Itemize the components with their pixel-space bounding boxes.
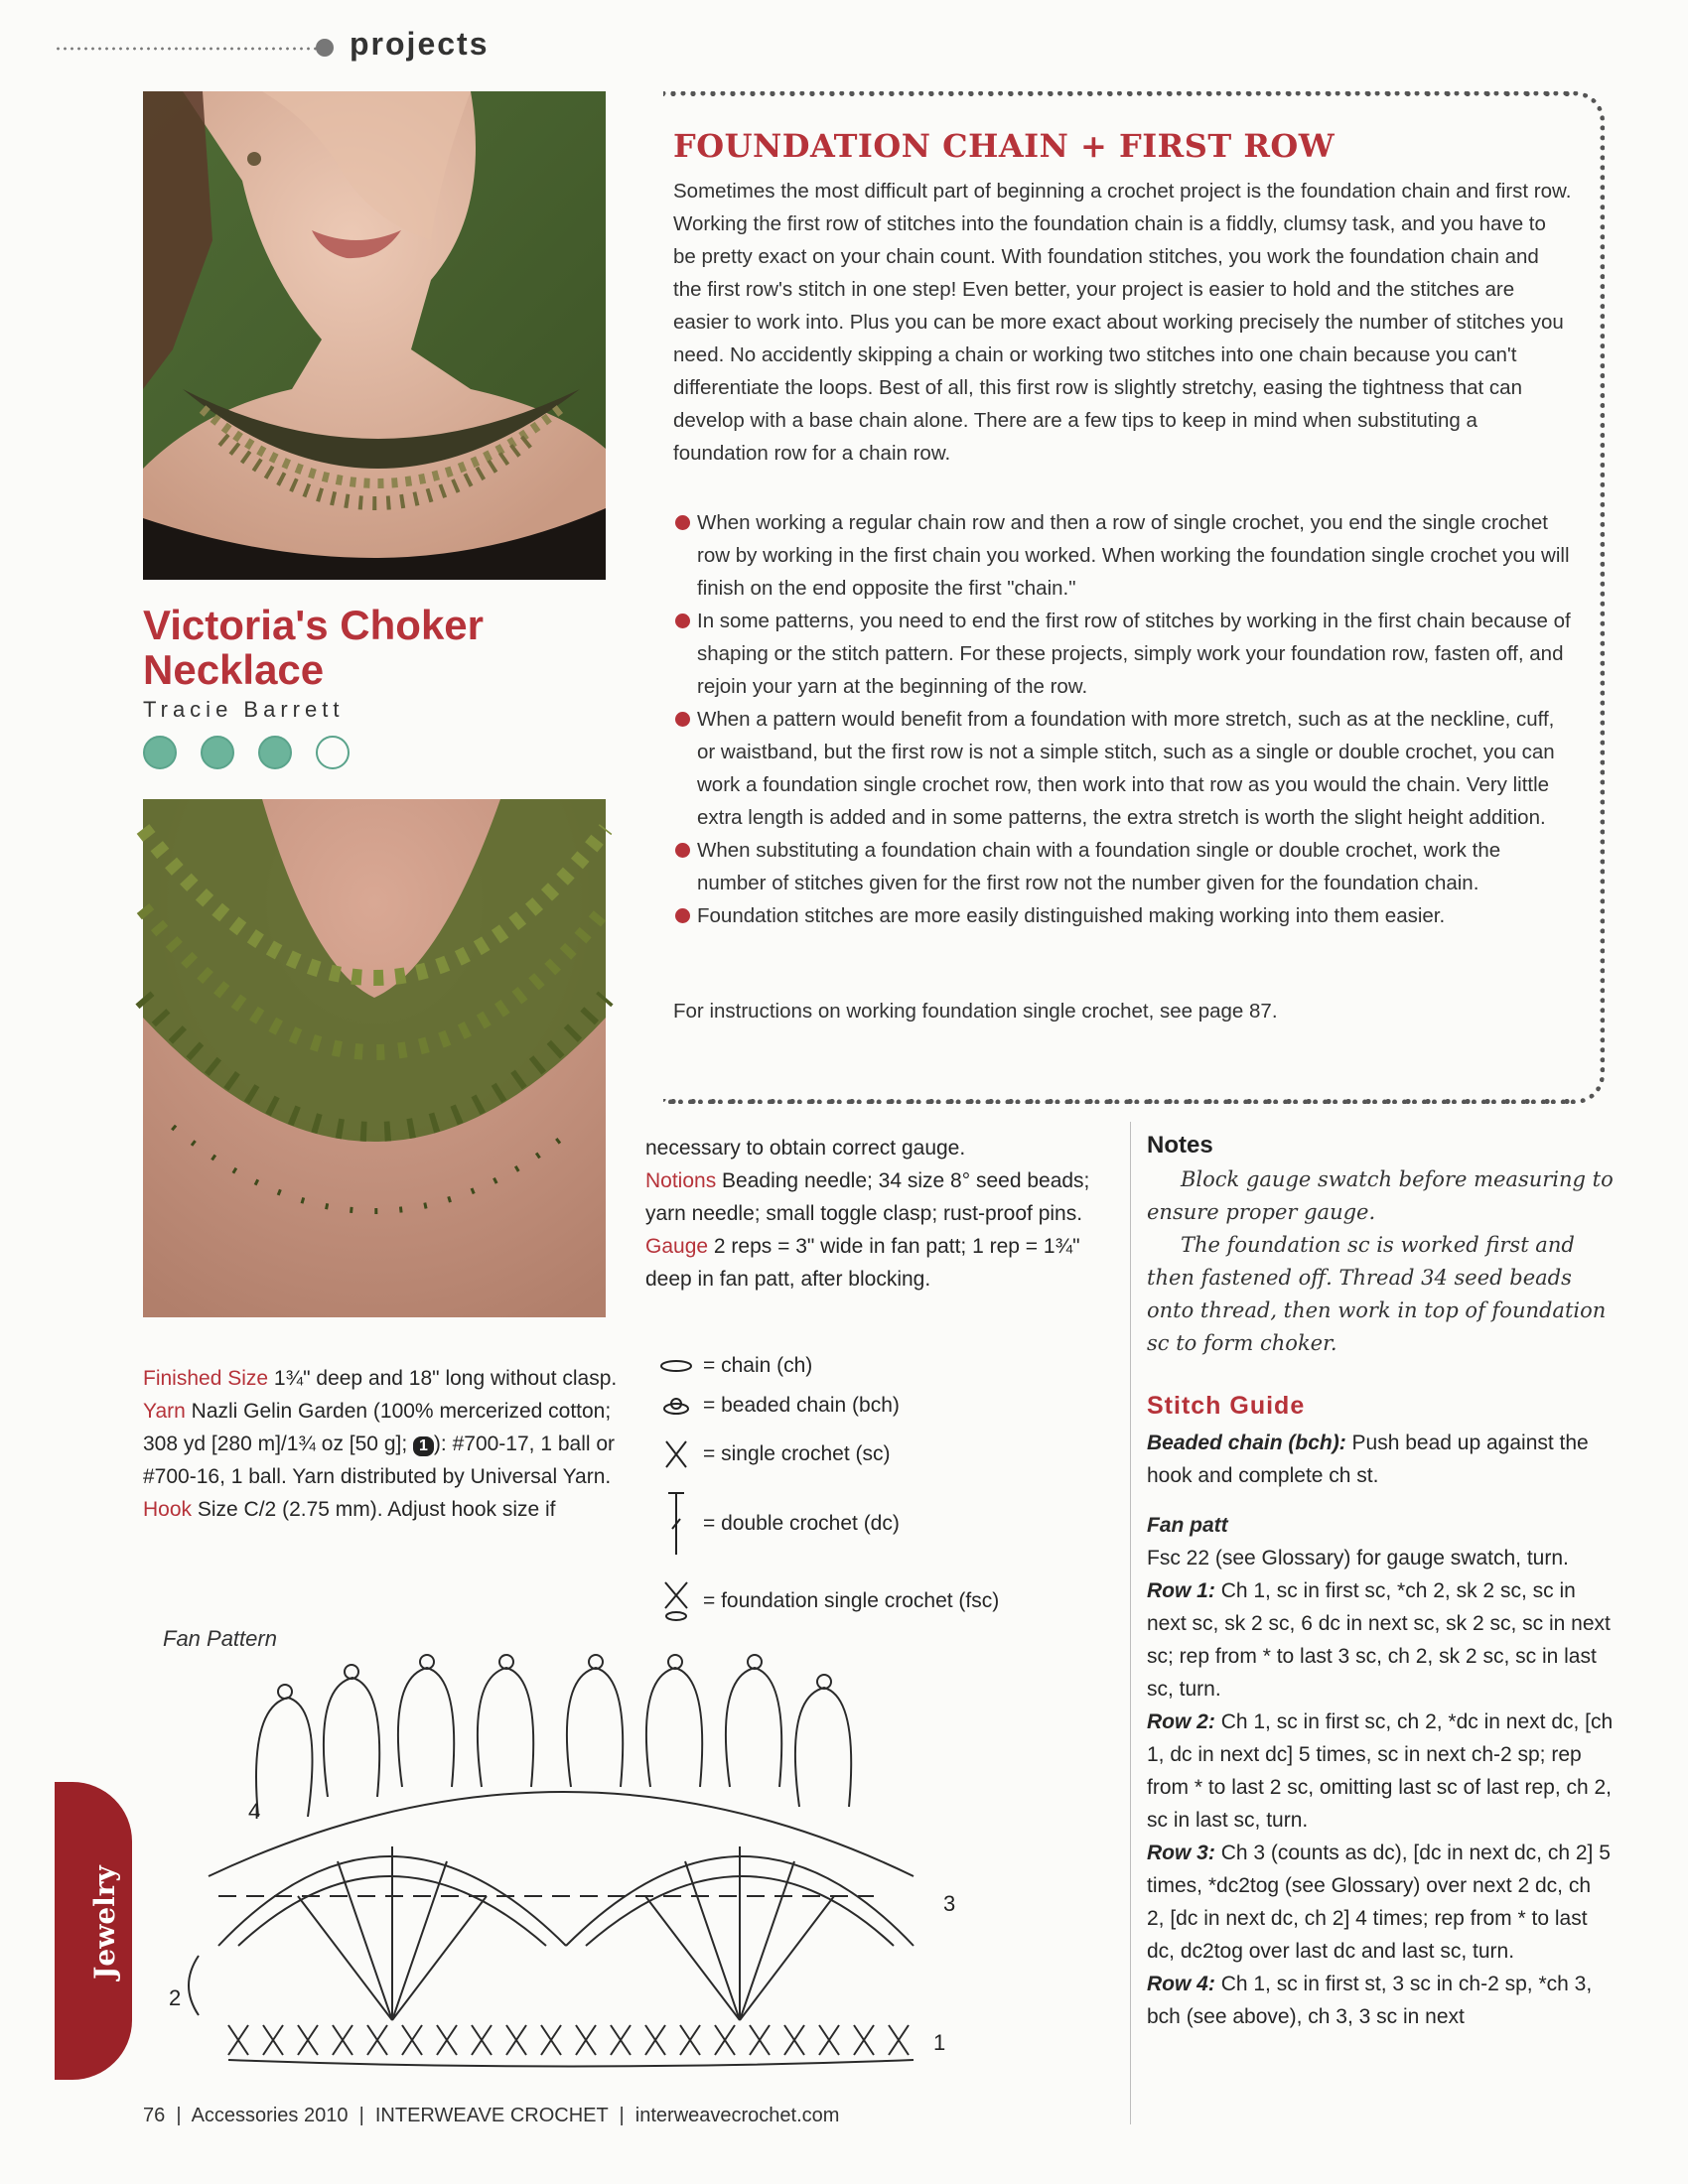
finished-size-value: 1¾" deep and 18" long without clasp. — [273, 1367, 618, 1390]
legend-text: = beaded chain (bch) — [703, 1394, 900, 1417]
hook-value: Size C/2 (2.75 mm). Adjust hook size if — [197, 1498, 556, 1521]
beaded-chain-icon — [655, 1396, 697, 1416]
fan-pattern-chart — [169, 1648, 1053, 2075]
bullet-icon — [675, 515, 690, 530]
bullet-text: When working a regular chain row and then a row of single crochet, you end the single crochet row by working in the first chain you worked. When working the foundation single crochet you will finish on the end opposite the first "chain." — [697, 511, 1570, 600]
row-3-instructions — [1147, 1837, 1614, 1968]
sidebar-intro: Sometimes the most difficult part of beginning a crochet project is the foundation chain and first row. Working the first row of stitches into the foundation chain is a fiddly, clumsy task, and you have to be pretty exact on your chain count. With foundation stitches, you work the foundation chain and the first row's stitch in one step! Even better, your project is easier to hold and the stitches are easier to work into. Plus you can be more exact about working precisely the number of stitches you need. No accidently skipping a chain or working two stitches into one chain because you can't differentiate the loops. Best of all, this first row is slightly stretchy, easing the tightness that can develop with a base chain alone. There are a few tips to keep in mind when substituting a foundation row for a chain row. — [673, 180, 1572, 465]
column-divider — [1130, 1122, 1131, 2124]
header-bullet-icon — [316, 39, 334, 57]
row-1-stitches — [228, 2025, 914, 2067]
hook-value-cont: necessary to obtain correct gauge. — [645, 1137, 966, 1160]
chart-title: Fan Pattern — [163, 1626, 277, 1651]
legend-text: = chain (ch) — [703, 1354, 813, 1377]
beaded-chain-def — [1147, 1427, 1614, 1492]
row-2-instructions — [1147, 1706, 1614, 1837]
designer-name: Tracie Barrett — [143, 697, 345, 722]
finished-size — [143, 1362, 620, 1395]
gauge — [645, 1230, 1112, 1296]
notions — [645, 1164, 1112, 1230]
finished-size-label: Finished Size — [143, 1367, 269, 1390]
list-item — [673, 899, 1572, 932]
list-item — [673, 834, 1572, 899]
materials-column-cont — [645, 1132, 1112, 1296]
row-text: Ch 1, sc in first st, 3 sc in ch-2 sp, *ch 3, bch (see above), ch 3, 3 sc in next — [1147, 1973, 1593, 2028]
foundation-sc-icon — [655, 1578, 697, 1624]
row-1-instructions — [1147, 1574, 1614, 1706]
skill-dot-empty — [316, 736, 350, 769]
legend-text: = single crochet (sc) — [703, 1442, 891, 1465]
closeup-photo — [143, 799, 606, 1317]
header-dotted-rule — [55, 47, 323, 51]
double-crochet-icon — [655, 1489, 697, 1559]
yarn-weight-icon: 1 — [413, 1436, 434, 1456]
page-number: 76 — [143, 2105, 166, 2126]
row-4-instructions — [1147, 1968, 1614, 2033]
list-item — [673, 605, 1572, 703]
bullet-icon — [675, 614, 690, 628]
legend-beaded-chain — [655, 1394, 900, 1418]
legend-text: = double crochet (dc) — [703, 1512, 900, 1535]
row-label: Row 3: — [1147, 1842, 1215, 1864]
fan-intro: Fsc 22 (see Glossary) for gauge swatch, turn. — [1147, 1547, 1569, 1570]
list-item — [673, 506, 1572, 605]
notions-label: Notions — [645, 1169, 717, 1192]
legend-single-crochet — [655, 1437, 891, 1471]
page-footer: 76 | Accessories 2010 | INTERWEAVE CROCHET | interweavecrochet.com — [143, 2105, 840, 2126]
hook — [143, 1493, 620, 1526]
sidebar-bullets — [673, 506, 1572, 932]
row-label-1: 1 — [933, 2030, 946, 2055]
category-tab-label: Jewelry — [87, 1865, 121, 1979]
yarn-value: Nazli Gelin Garden (100% mercerized cotton; 308 yd [280 m]/1¾ oz [50 g]; — [143, 1400, 612, 1455]
row-label: Row 2: — [1147, 1710, 1215, 1733]
model-photo — [143, 91, 606, 580]
bullet-icon — [675, 712, 690, 727]
legend-text: = foundation single crochet (fsc) — [703, 1589, 1000, 1612]
row-label: Row 1: — [1147, 1579, 1215, 1602]
legend-foundation-sc — [655, 1578, 999, 1624]
section-label: projects — [350, 26, 490, 62]
row-text: Ch 1, sc in first sc, *ch 2, sk 2 sc, sc in next sc, sk 2 sc, 6 dc in next sc, sk 2 sc, sc in next sc; rep from * to last 3 sc, ch 2, sk 2 sc, sc in last sc, turn. — [1147, 1579, 1611, 1701]
legend-double-crochet — [655, 1489, 900, 1559]
bullet-text: In some patterns, you need to end the first row of stitches by working in the first chain because of shaping or the stitch pattern. For these projects, simply work your foundation row, fasten off, and rejoin your yarn at the beginning of the row. — [697, 610, 1571, 698]
website: interweavecrochet.com — [634, 2105, 840, 2126]
sidebar-bottom-border — [663, 1099, 1577, 1104]
row-label-4: 4 — [248, 1799, 261, 1824]
skill-dot-filled — [143, 736, 177, 769]
row-2-3-fans — [189, 1792, 914, 2020]
sidebar-title: FOUNDATION CHAIN + FIRST ROW — [673, 127, 1336, 165]
gauge-value: 2 reps = 3" wide in fan patt; 1 rep = 1¾" deep in fan patt, after blocking. — [645, 1235, 1080, 1291]
notions-value: Beading needle; 34 size 8° seed beads; yarn needle; small toggle clasp; rust-proof pins. — [645, 1169, 1090, 1225]
row-text: Ch 3 (counts as dc), [dc in next dc, ch 2] 5 times, *dc2tog (see Glossary) over next 2 dc, ch 2, [dc in next dc, ch 2] 4 times; rep from * to last dc, dc2tog over last dc and last sc, turn. — [1147, 1842, 1611, 1963]
sidebar-top-border — [663, 91, 1577, 96]
bullet-text: Foundation stitches are more easily distinguished making working into them easier. — [697, 904, 1446, 927]
issue-name: Accessories 2010 — [191, 2105, 349, 2126]
skill-dot-filled — [258, 736, 292, 769]
materials-column — [143, 1362, 620, 1526]
bch-term: Beaded chain (bch): — [1147, 1432, 1346, 1454]
hook-label: Hook — [143, 1498, 193, 1521]
bullet-icon — [675, 908, 690, 923]
stitch-guide-heading: Stitch Guide — [1147, 1392, 1306, 1420]
row-label: Row 4: — [1147, 1973, 1215, 1995]
notes-para-1: Block gauge swatch before measuring to ensure proper gauge. — [1147, 1167, 1614, 1224]
row-label-3: 3 — [943, 1891, 956, 1916]
yarn-value-cont: ): #700-17, 1 ball or #700-16, 1 ball. Yarn distributed by Universal Yarn. — [143, 1433, 616, 1488]
bch-text: Push bead up against the hook and complete ch st. — [1147, 1432, 1589, 1487]
chain-icon — [655, 1359, 697, 1373]
list-item — [673, 703, 1572, 834]
single-crochet-icon — [655, 1437, 697, 1471]
row-label-2: 2 — [169, 1985, 182, 2010]
bullet-text: When substituting a foundation chain with a foundation single or double crochet, work the number of stitches given for the first row not the number given for the foundation chain. — [697, 839, 1501, 894]
gauge-label: Gauge — [645, 1235, 709, 1258]
skill-dot-filled — [201, 736, 234, 769]
yarn-label: Yarn — [143, 1400, 186, 1423]
yarn — [143, 1395, 620, 1493]
bullet-text: When a pattern would benefit from a foundation with more stretch, such as at the neckline, cuff, or waistband, but the first row is not a simple stitch, such as a single or double crochet, you can work a foundation single crochet row, then work into that row as you would the chain. Very little extra length is added and in some patterns, the extra stretch is worth the slight height addition. — [697, 708, 1555, 829]
bullet-icon — [675, 843, 690, 858]
title-line-2: Necklace — [143, 646, 325, 693]
title-line-1: Victoria's Choker — [143, 602, 485, 648]
notes-heading: Notes — [1147, 1132, 1213, 1159]
row-text: Ch 1, sc in first sc, ch 2, *dc in next dc, [ch 1, dc in next dc] 5 times, sc in next ch-2 sp; rep from * to last 2 sc, omitting last sc of last rep, ch 2, sc in last sc, turn. — [1147, 1710, 1614, 1832]
fan-patt-heading: Fan patt — [1147, 1514, 1228, 1537]
magazine-name: INTERWEAVE CROCHET — [374, 2105, 609, 2126]
pattern-title — [143, 603, 484, 692]
instructions-column — [1147, 1132, 1614, 2033]
sidebar-footer: For instructions on working foundation single crochet, see page 87. — [673, 1000, 1278, 1023]
legend-chain — [655, 1354, 812, 1378]
notes-para-2: The foundation sc is worked first and then fastened off. Thread 34 seed beads onto thread, then work in top of foundation sc to form choker. — [1147, 1233, 1607, 1355]
